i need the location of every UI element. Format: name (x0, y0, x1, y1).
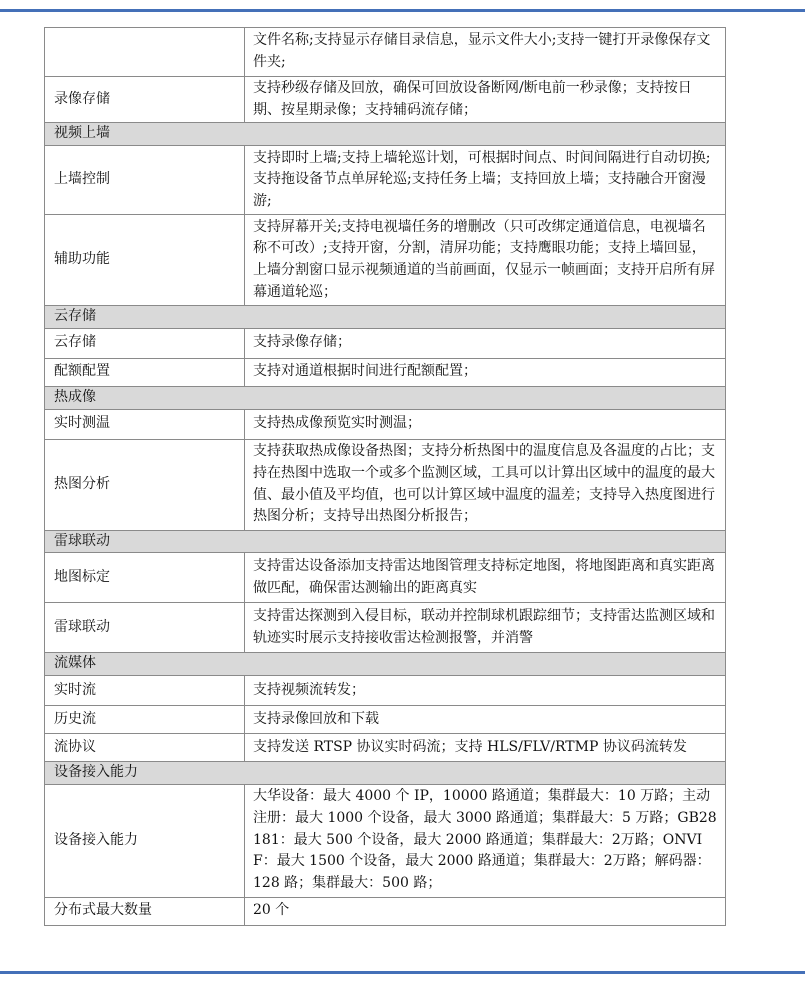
table-row (45, 439, 726, 530)
feature-description: 文件名称;支持显示存储目录信息，显示文件大小;支持一键打开录像保存文件夹; (245, 28, 726, 77)
spec-table (44, 27, 726, 926)
feature-description: 支持录像存储； (245, 328, 726, 358)
feature-name: 分布式最大数量 (45, 897, 245, 925)
table-row (45, 215, 726, 306)
section-title: 视频上墙 (45, 123, 726, 146)
spec-table-body (45, 28, 726, 926)
feature-name: 云存储 (45, 328, 245, 358)
section-title: 热成像 (45, 386, 726, 409)
feature-name: 热图分析 (45, 439, 245, 530)
feature-description: 大华设备：最大 4000 个 IP，10000 路通道；集群最大：10 万路；主动注册：最大 1000 个设备，最大 3000 路通道；集群最大：5 万路；GB28181：最大 500 个设备，最大 2000 路通道；集群最大：2万路；ONVIF：最大 1500 个设备，最大 2000 路通道；集群最大：2万路；解码器：128 路；集群最大：500 路； (245, 784, 726, 897)
table-row (45, 146, 726, 215)
section-title: 雷球联动 (45, 530, 726, 553)
header-rule (0, 9, 805, 12)
feature-description: 支持热成像预览实时测温； (245, 409, 726, 439)
feature-name: 录像存储 (45, 77, 245, 123)
feature-name: 上墙控制 (45, 146, 245, 215)
feature-name: 地图标定 (45, 553, 245, 603)
table-row (45, 77, 726, 123)
feature-description: 支持即时上墙;支持上墙轮巡计划，可根据时间点、时间间隔进行自动切换;支持拖设备节点单屏轮巡;支持任务上墙；支持回放上墙；支持融合开窗漫游; (245, 146, 726, 215)
table-row (45, 705, 726, 733)
feature-description: 支持视频流转发； (245, 675, 726, 705)
feature-description: 支持雷达探测到入侵目标，联动并控制球机跟踪细节；支持雷达监测区域和轨迹实时展示支持接收雷达检测报警，并消警 (245, 603, 726, 653)
feature-name: 设备接入能力 (45, 784, 245, 897)
table-row (45, 553, 726, 603)
feature-description: 支持对通道根据时间进行配额配置； (245, 358, 726, 386)
feature-description: 支持获取热成像设备热图；支持分析热图中的温度信息及各温度的占比；支持在热图中选取一个或多个监测区域，工具可以计算出区域中的温度的最大值、最小值及平均值，也可以计算区域中温度的温差；支持导入热度图进行热图分析；支持导出热图分析报告； (245, 439, 726, 530)
feature-description: 支持屏幕开关;支持电视墙任务的增删改（只可改绑定通道信息，电视墙名称不可改）;支持开窗，分割，清屏功能；支持鹰眼功能；支持上墙回显，上墙分割窗口显示视频通道的当前画面，仅显示一帧画面；支持开启所有屏幕通道轮巡； (245, 215, 726, 306)
table-row (45, 409, 726, 439)
section-row (45, 761, 726, 784)
section-title: 设备接入能力 (45, 761, 726, 784)
feature-name: 历史流 (45, 705, 245, 733)
table-row (45, 675, 726, 705)
feature-description: 支持秒级存储及回放，确保可回放设备断网/断电前一秒录像；支持按日期、按星期录像；支持辅码流存储； (245, 77, 726, 123)
feature-name: 实时测温 (45, 409, 245, 439)
feature-name: 流协议 (45, 733, 245, 761)
table-row (45, 733, 726, 761)
section-row (45, 530, 726, 553)
table-row (45, 784, 726, 897)
section-row (45, 306, 726, 329)
feature-description: 支持雷达设备添加支持雷达地图管理支持标定地图，将地图距离和真实距离做匹配，确保雷达测输出的距离真实 (245, 553, 726, 603)
feature-name (45, 28, 245, 77)
table-row (45, 897, 726, 925)
section-row (45, 386, 726, 409)
feature-name: 实时流 (45, 675, 245, 705)
section-title: 云存储 (45, 306, 726, 329)
feature-description: 支持发送 RTSP 协议实时码流；支持 HLS/FLV/RTMP 协议码流转发 (245, 733, 726, 761)
feature-name: 辅助功能 (45, 215, 245, 306)
section-row (45, 123, 726, 146)
table-row (45, 603, 726, 653)
feature-description: 支持录像回放和下载 (245, 705, 726, 733)
section-row (45, 653, 726, 676)
table-row (45, 328, 726, 358)
section-title: 流媒体 (45, 653, 726, 676)
footer-rule (0, 971, 805, 974)
table-row (45, 28, 726, 77)
feature-description: 20 个 (245, 897, 726, 925)
feature-name: 雷球联动 (45, 603, 245, 653)
table-row (45, 358, 726, 386)
feature-name: 配额配置 (45, 358, 245, 386)
